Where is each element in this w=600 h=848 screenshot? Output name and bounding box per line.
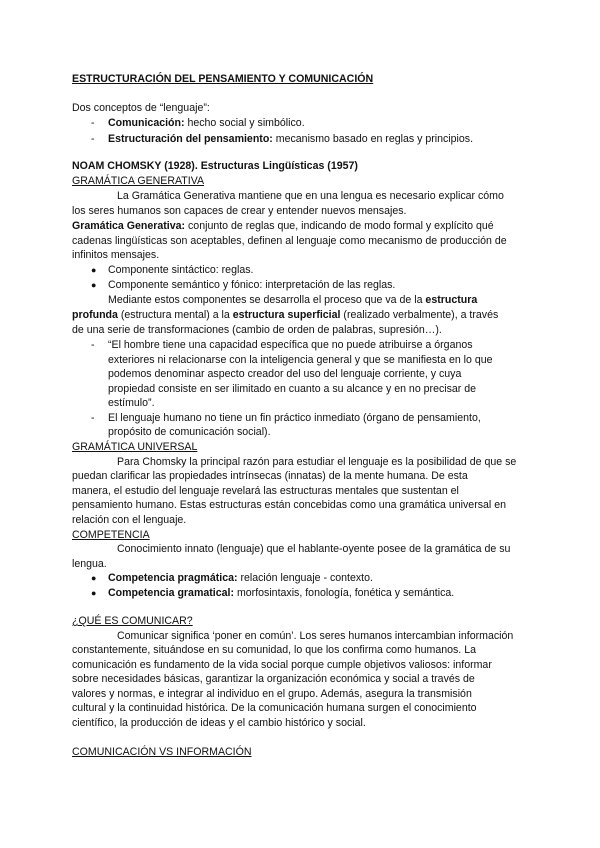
intro-item-1: Comunicación: hecho social y simbólico. (108, 117, 305, 129)
quote-line: exteriores ni relacionarse con la inteligencia general y que se manifiesta en lo que (108, 354, 493, 366)
paragraph-line: cultural y la continuidad histórica. De la comunicación humana surgen el conocimiento (72, 702, 477, 714)
document-title: ESTRUCTURACIÓN DEL PENSAMIENTO Y COMUNICACIÓN (72, 73, 374, 85)
quote-line: “El hombre tiene una capacidad específica que no puede atribuirse a órganos (108, 339, 473, 351)
dash-bullet: - (91, 412, 95, 424)
section-heading-que-es-comunicar: ¿QUÉ ES COMUNICAR? (72, 615, 193, 627)
paragraph-line: infinitos mensajes. (72, 249, 160, 261)
paragraph-line: cadenas lingüísticas son aceptables, definen al lenguaje como mecanismo de producción de (72, 235, 507, 247)
section-heading-gramatica-generativa: GRAMÁTICA GENERATIVA (72, 175, 205, 187)
paragraph-line: puedan clarificar las propiedades intrínsecas (innatas) de la mente humana. De esta (72, 470, 468, 482)
paragraph-line: Mediante estos componentes se desarrolla el proceso que va de la estructura (108, 294, 478, 306)
bullet-dot: ● (91, 280, 97, 290)
paragraph-line: constantemente, situándose en su comunidad, lo que los confirma como humanos. La (72, 644, 476, 656)
bullet-dot: ● (91, 265, 97, 275)
paragraph-line: relación con el lenguaje. (72, 514, 187, 526)
paragraph-line: de una serie de transformaciones (cambio de orden de palabras, supresión…). (72, 324, 442, 336)
dash-bullet: - (91, 339, 95, 351)
paragraph-line: propósito de comunicación social). (108, 426, 271, 438)
section-heading-competencia: COMPETENCIA (72, 529, 150, 541)
dash-bullet: - (91, 117, 95, 129)
paragraph-line: Comunicar significa ‘poner en común’. Los seres humanos intercambian información (117, 630, 514, 642)
paragraph-line: Conocimiento innato (lenguaje) que el hablante-oyente posee de la gramática de su (117, 543, 511, 555)
intro-item-2: Estructuración del pensamiento: mecanismo basado en reglas y principios. (108, 133, 474, 145)
paragraph-line: comunicación es fundamento de la vida social porque cumple objetivos valiosos: informar (72, 659, 492, 671)
quote-line: estímulo”. (108, 397, 155, 409)
paragraph-line: valores y normas, e integrar al individuo en el grupo. Además, asegura la transmisión (72, 688, 472, 700)
paragraph-line: los seres humanos son capaces de crear y entender nuevos mensajes. (72, 205, 407, 217)
paragraph-line: pensamiento humano. Estas estructuras están concebidas como una gramática universal en (72, 499, 506, 511)
bullet-item: Componente semántico y fónico: interpretación de las reglas. (108, 279, 396, 291)
bullet-item: Competencia gramatical: morfosintaxis, fonología, fonética y semántica. (108, 587, 455, 599)
dash-bullet: - (91, 133, 95, 145)
paragraph-line: manera, el estudio del lenguaje revelará las estructuras mentales que sustentan el (72, 485, 459, 497)
paragraph-line: profunda (estructura mental) a la estructura superficial (realizado verbalmente), a través (72, 309, 499, 321)
paragraph-line: científico, la producción de ideas y el cambio histórico y social. (72, 717, 366, 729)
bullet-item: Competencia pragmática: relación lenguaje - contexto. (108, 572, 373, 584)
bullet-item: Componente sintáctico: reglas. (108, 264, 254, 276)
paragraph-line: La Gramática Generativa mantiene que en una lengua es necesario explicar cómo (117, 190, 504, 202)
quote-line: propiedad consiste en ser ilimitado en cuanto a su alcance y en no precisar de (108, 383, 477, 395)
chomsky-heading: NOAM CHOMSKY (1928). Estructuras Lingüísticas (1957) (72, 160, 358, 172)
quote-line: podemos denominar aspecto creador del uso del lenguaje corriente, y cuya (108, 368, 462, 380)
paragraph-line: sobre necesidades básicas, garantizar la organización económica y social a través de (72, 673, 475, 685)
section-heading-gramatica-universal: GRAMÁTICA UNIVERSAL (72, 441, 198, 453)
bullet-dot: ● (91, 588, 97, 598)
intro-lead: Dos conceptos de “lenguaje”: (72, 102, 210, 114)
definition-line: Gramática Generativa: conjunto de reglas que, indicando de modo formal y explícito qué (72, 220, 494, 232)
section-heading-comunicacion-vs-informacion: COMUNICACIÓN VS INFORMACIÓN (72, 746, 252, 758)
paragraph-line: lengua. (72, 558, 107, 570)
paragraph-line: El lenguaje humano no tiene un fin práctico inmediato (órgano de pensamiento, (108, 412, 481, 424)
bullet-dot: ● (91, 573, 97, 583)
paragraph-line: Para Chomsky la principal razón para estudiar el lenguaje es la posibilidad de que se (117, 456, 517, 468)
